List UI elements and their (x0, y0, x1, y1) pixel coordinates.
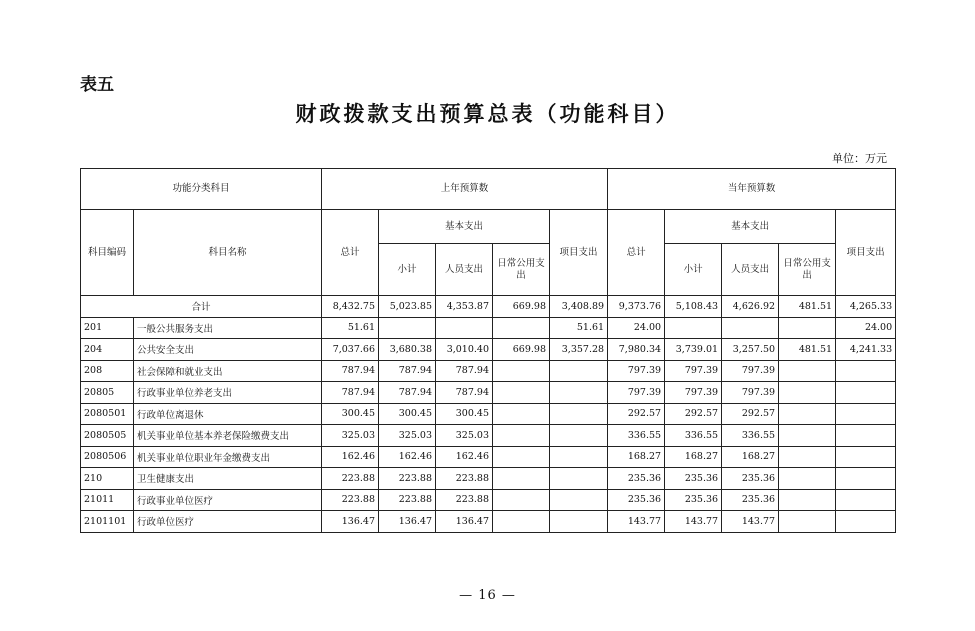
table-row (81, 468, 896, 490)
cell-c-total: 292.57 (608, 403, 665, 425)
cell-p-pers: 162.46 (436, 446, 493, 468)
header-code: 科目编码 (81, 210, 134, 296)
cell-c-pers: 336.55 (722, 425, 779, 447)
cell-c-pers: 292.57 (722, 403, 779, 425)
header-func-category: 功能分类科目 (81, 169, 322, 210)
header-curr-year: 当年预算数 (608, 169, 896, 210)
cell-p-pers: 136.47 (436, 511, 493, 533)
cell-p-daily: 669.98 (493, 296, 550, 318)
cell-c-proj (836, 403, 896, 425)
cell-p-daily (493, 317, 550, 339)
cell-c-proj (836, 360, 896, 382)
cell-c-sub (665, 317, 722, 339)
table-row-total (81, 296, 896, 318)
cell-p-daily (493, 446, 550, 468)
header-curr-personnel: 人员支出 (722, 244, 779, 296)
cell-p-proj (550, 382, 608, 404)
cell-p-total: 223.88 (322, 489, 379, 511)
cell-p-total: 162.46 (322, 446, 379, 468)
cell-c-total: 143.77 (608, 511, 665, 533)
header-curr-subtotal: 小计 (665, 244, 722, 296)
cell-c-pers: 143.77 (722, 511, 779, 533)
header-name: 科目名称 (134, 210, 322, 296)
unit-label: 单位：万元 (832, 152, 887, 165)
cell-c-pers: 4,626.92 (722, 296, 779, 318)
cell-p-sub: 136.47 (379, 511, 436, 533)
page-number: — 16 — (459, 588, 516, 603)
cell-c-proj: 24.00 (836, 317, 896, 339)
cell-c-daily (779, 382, 836, 404)
table-row (81, 339, 896, 361)
cell-code: 2080506 (81, 446, 134, 468)
cell-c-proj: 4,265.33 (836, 296, 896, 318)
cell-p-pers: 787.94 (436, 382, 493, 404)
cell-p-proj: 3,408.89 (550, 296, 608, 318)
cell-c-daily (779, 425, 836, 447)
cell-c-proj (836, 468, 896, 490)
cell-c-pers: 3,257.50 (722, 339, 779, 361)
cell-c-total: 24.00 (608, 317, 665, 339)
cell-p-sub: 5,023.85 (379, 296, 436, 318)
cell-name: 社会保障和就业支出 (134, 360, 322, 382)
cell-c-sub: 235.36 (665, 468, 722, 490)
cell-c-proj (836, 489, 896, 511)
cell-name: 行政单位离退休 (134, 403, 322, 425)
cell-p-proj (550, 360, 608, 382)
table-row (81, 317, 896, 339)
cell-c-daily (779, 446, 836, 468)
budget-table (80, 168, 896, 533)
cell-c-daily (779, 511, 836, 533)
cell-c-pers: 235.36 (722, 468, 779, 490)
cell-c-sub: 797.39 (665, 382, 722, 404)
cell-p-total: 223.88 (322, 468, 379, 490)
cell-p-total: 325.03 (322, 425, 379, 447)
cell-c-proj: 4,241.33 (836, 339, 896, 361)
cell-c-pers: 235.36 (722, 489, 779, 511)
header-curr-basic: 基本支出 (665, 210, 836, 244)
cell-c-sub: 235.36 (665, 489, 722, 511)
cell-c-pers: 168.27 (722, 446, 779, 468)
cell-name: 一般公共服务支出 (134, 317, 322, 339)
cell-c-daily: 481.51 (779, 339, 836, 361)
header-prev-year: 上年预算数 (322, 169, 608, 210)
cell-p-proj (550, 425, 608, 447)
cell-p-sub: 325.03 (379, 425, 436, 447)
cell-p-daily (493, 468, 550, 490)
cell-p-pers: 223.88 (436, 468, 493, 490)
cell-name: 行政单位医疗 (134, 511, 322, 533)
cell-name: 行政事业单位养老支出 (134, 382, 322, 404)
cell-code: 208 (81, 360, 134, 382)
table-row (81, 382, 896, 404)
cell-c-sub: 292.57 (665, 403, 722, 425)
cell-c-pers: 797.39 (722, 382, 779, 404)
cell-c-total: 235.36 (608, 468, 665, 490)
table-row (81, 425, 896, 447)
cell-p-sub: 223.88 (379, 468, 436, 490)
cell-p-pers: 300.45 (436, 403, 493, 425)
cell-p-total: 787.94 (322, 360, 379, 382)
cell-p-daily (493, 511, 550, 533)
cell-p-daily (493, 360, 550, 382)
cell-p-pers: 223.88 (436, 489, 493, 511)
cell-code: 2080505 (81, 425, 134, 447)
document-title: 财政拨款支出预算总表（功能科目） (295, 102, 680, 126)
cell-c-daily (779, 468, 836, 490)
cell-p-sub: 3,680.38 (379, 339, 436, 361)
cell-p-total: 7,037.66 (322, 339, 379, 361)
cell-p-sub (379, 317, 436, 339)
header-prev-project: 项目支出 (550, 210, 608, 296)
cell-p-total: 51.61 (322, 317, 379, 339)
cell-c-sub: 168.27 (665, 446, 722, 468)
table-number-label: 表五 (80, 75, 114, 95)
cell-c-total: 168.27 (608, 446, 665, 468)
cell-code: 20805 (81, 382, 134, 404)
cell-name: 机关事业单位基本养老保险缴费支出 (134, 425, 322, 447)
cell-name: 公共安全支出 (134, 339, 322, 361)
table-row (81, 511, 896, 533)
cell-total-label: 合计 (81, 296, 322, 318)
cell-c-pers (722, 317, 779, 339)
cell-c-proj (836, 425, 896, 447)
cell-c-total: 336.55 (608, 425, 665, 447)
cell-p-daily (493, 425, 550, 447)
cell-p-total: 136.47 (322, 511, 379, 533)
cell-c-daily (779, 360, 836, 382)
cell-p-proj (550, 446, 608, 468)
cell-c-sub: 3,739.01 (665, 339, 722, 361)
header-prev-subtotal: 小计 (379, 244, 436, 296)
cell-code: 210 (81, 468, 134, 490)
cell-c-total: 797.39 (608, 382, 665, 404)
budget-table-body (81, 296, 896, 533)
cell-p-proj (550, 511, 608, 533)
header-curr-daily: 日常公用支出 (779, 244, 836, 296)
cell-c-sub: 797.39 (665, 360, 722, 382)
cell-c-sub: 336.55 (665, 425, 722, 447)
cell-p-pers: 787.94 (436, 360, 493, 382)
cell-code: 204 (81, 339, 134, 361)
cell-c-total: 235.36 (608, 489, 665, 511)
header-prev-total: 总计 (322, 210, 379, 296)
cell-p-pers: 4,353.87 (436, 296, 493, 318)
cell-c-sub: 5,108.43 (665, 296, 722, 318)
cell-code: 21011 (81, 489, 134, 511)
cell-p-total: 787.94 (322, 382, 379, 404)
cell-p-daily (493, 382, 550, 404)
cell-p-total: 300.45 (322, 403, 379, 425)
header-curr-total: 总计 (608, 210, 665, 296)
cell-p-proj (550, 489, 608, 511)
cell-p-daily (493, 489, 550, 511)
header-prev-basic: 基本支出 (379, 210, 550, 244)
cell-name: 行政事业单位医疗 (134, 489, 322, 511)
cell-p-pers: 325.03 (436, 425, 493, 447)
cell-c-daily (779, 317, 836, 339)
cell-code: 2080501 (81, 403, 134, 425)
cell-p-daily (493, 403, 550, 425)
cell-p-proj (550, 468, 608, 490)
cell-p-sub: 223.88 (379, 489, 436, 511)
cell-p-proj: 3,357.28 (550, 339, 608, 361)
header-prev-daily: 日常公用支出 (493, 244, 550, 296)
header-curr-project: 项目支出 (836, 210, 896, 296)
cell-p-sub: 787.94 (379, 360, 436, 382)
cell-name: 机关事业单位职业年金缴费支出 (134, 446, 322, 468)
cell-p-daily: 669.98 (493, 339, 550, 361)
cell-p-sub: 300.45 (379, 403, 436, 425)
cell-name: 卫生健康支出 (134, 468, 322, 490)
table-row (81, 403, 896, 425)
cell-c-daily (779, 489, 836, 511)
cell-p-total: 8,432.75 (322, 296, 379, 318)
cell-c-total: 9,373.76 (608, 296, 665, 318)
table-row (81, 446, 896, 468)
cell-c-total: 7,980.34 (608, 339, 665, 361)
cell-p-proj: 51.61 (550, 317, 608, 339)
cell-code: 201 (81, 317, 134, 339)
cell-c-proj (836, 511, 896, 533)
cell-c-pers: 797.39 (722, 360, 779, 382)
table-row (81, 489, 896, 511)
header-prev-personnel: 人员支出 (436, 244, 493, 296)
cell-p-sub: 787.94 (379, 382, 436, 404)
cell-c-proj (836, 446, 896, 468)
cell-c-proj (836, 382, 896, 404)
cell-c-daily (779, 403, 836, 425)
cell-code: 2101101 (81, 511, 134, 533)
cell-c-daily: 481.51 (779, 296, 836, 318)
cell-p-pers: 3,010.40 (436, 339, 493, 361)
cell-p-sub: 162.46 (379, 446, 436, 468)
cell-p-proj (550, 403, 608, 425)
cell-c-sub: 143.77 (665, 511, 722, 533)
cell-c-total: 797.39 (608, 360, 665, 382)
table-row (81, 360, 896, 382)
cell-p-pers (436, 317, 493, 339)
